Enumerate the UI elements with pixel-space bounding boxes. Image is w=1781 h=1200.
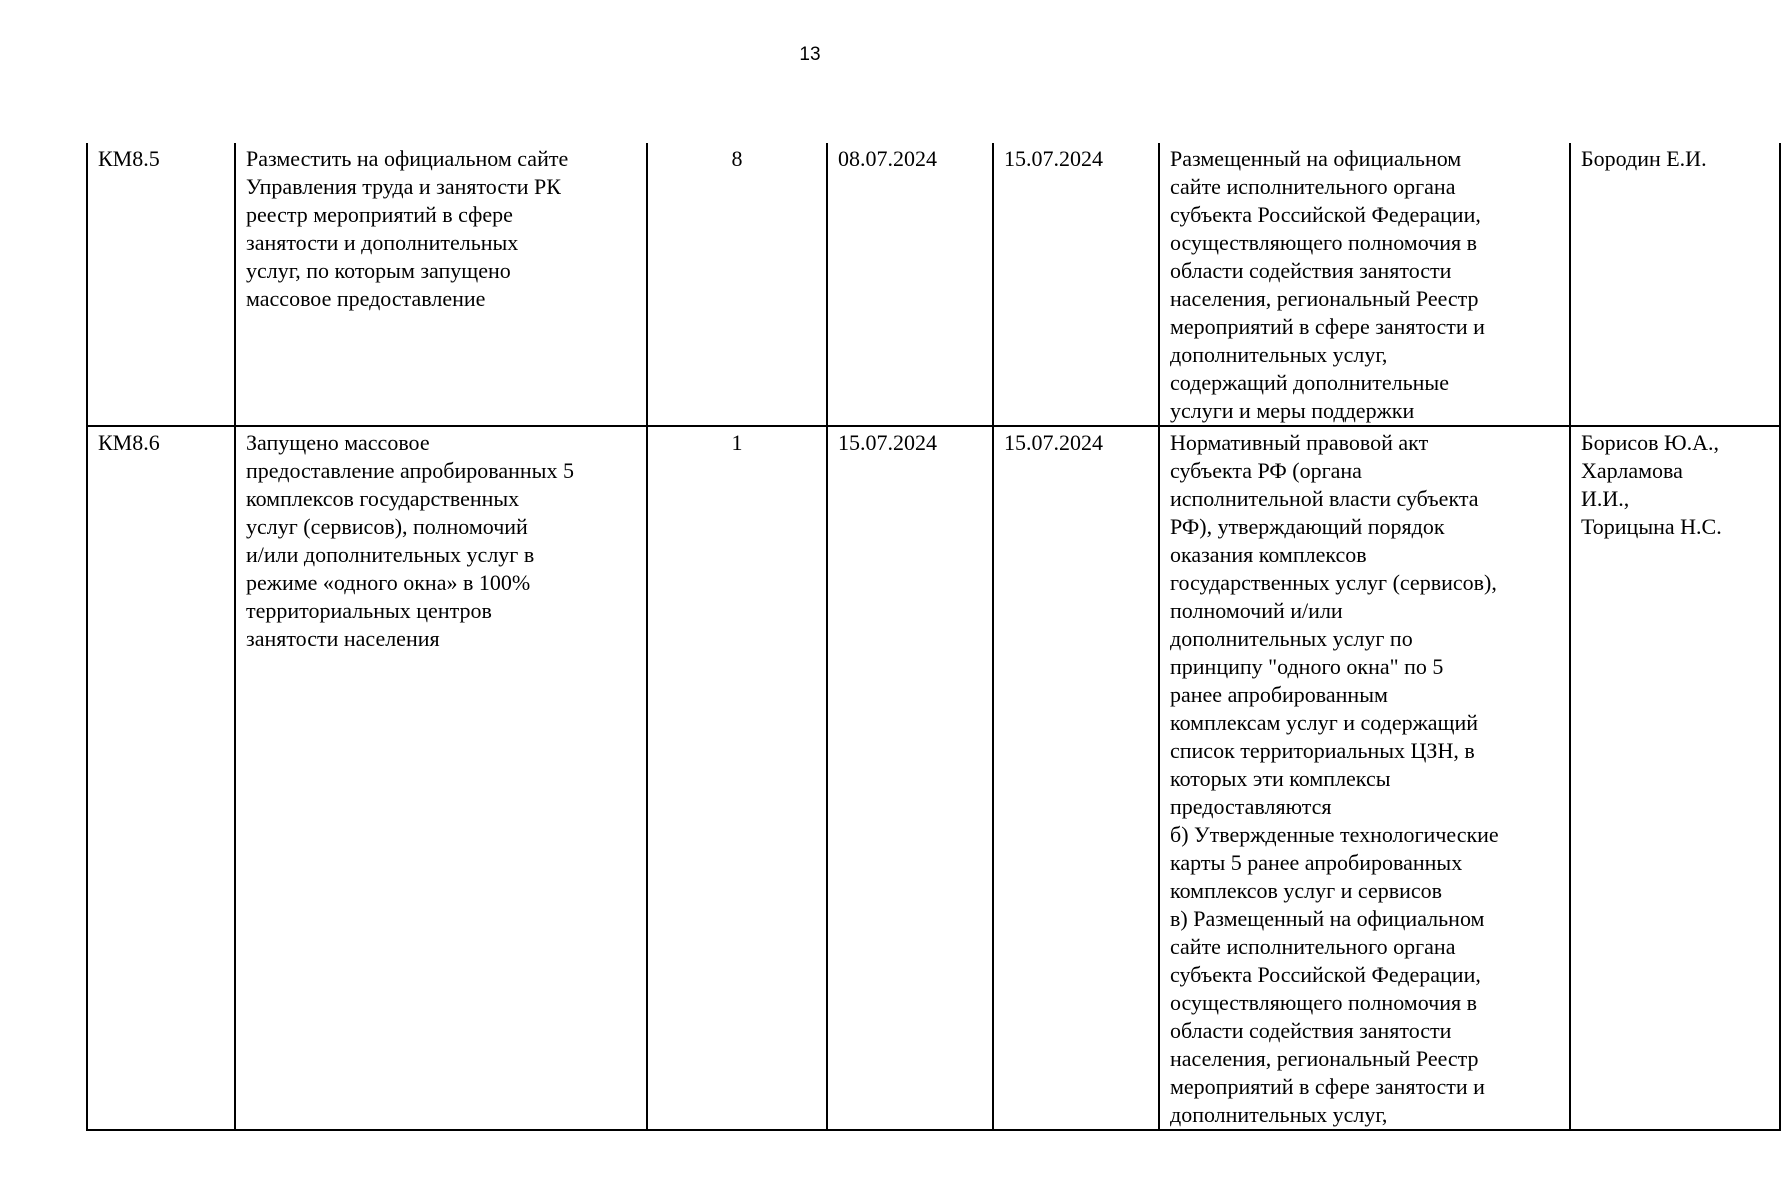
start-date: 15.07.2024 (827, 426, 993, 1130)
activity-count: 1 (647, 426, 827, 1130)
end-date: 15.07.2024 (993, 426, 1159, 1130)
page-number: 13 (799, 44, 821, 65)
responsible-person: Бородин Е.И. (1570, 143, 1780, 426)
activity-code: КМ8.5 (87, 143, 235, 426)
end-date: 15.07.2024 (993, 143, 1159, 426)
activity-result: Размещенный на официальном сайте исполнительного органа субъекта Российской Федерации, осуществляющего полномочия в области содействия занятости населения, региональный Реестр мероприятий в сфере занятости и дополнительных услуг, содержащий дополнительные услуги и меры поддержки (1159, 143, 1570, 426)
activity-count: 8 (647, 143, 827, 426)
activity-result: Нормативный правовой акт субъекта РФ (органа исполнительной власти субъекта РФ), утверждающий порядок оказания комплексов государственных услуг (сервисов), полномочий и/или дополнительных услуг по принципу "одного окна" по 5 ранее апробированным комплексам услуг и содержащий список территориальных ЦЗН, в которых эти комплексы предоставляются б) Утвержденные технологические карты 5 ранее апробированных комплексов услуг и сервисов в) Размещенный на официальном сайте исполнительного органа субъекта Российской Федерации, осуществляющего полномочия в области содействия занятости населения, региональный Реестр мероприятий в сфере занятости и дополнительных услуг, (1159, 426, 1570, 1130)
responsible-person: Борисов Ю.А., Харламова И.И., Торицына Н.С. (1570, 426, 1780, 1130)
activity-table (86, 143, 1781, 1131)
table-row (87, 143, 1780, 426)
table-row (87, 426, 1780, 1130)
activity-task: Разместить на официальном сайте Управления труда и занятости РК реестр мероприятий в сфере занятости и дополнительных услуг, по которым запущено массовое предоставление (235, 143, 647, 426)
activity-code: КМ8.6 (87, 426, 235, 1130)
start-date: 08.07.2024 (827, 143, 993, 426)
activity-task: Запущено массовое предоставление апробированных 5 комплексов государственных услуг (сервисов), полномочий и/или дополнительных услуг в режиме «одного окна» в 100% территориальных центров занятости населения (235, 426, 647, 1130)
